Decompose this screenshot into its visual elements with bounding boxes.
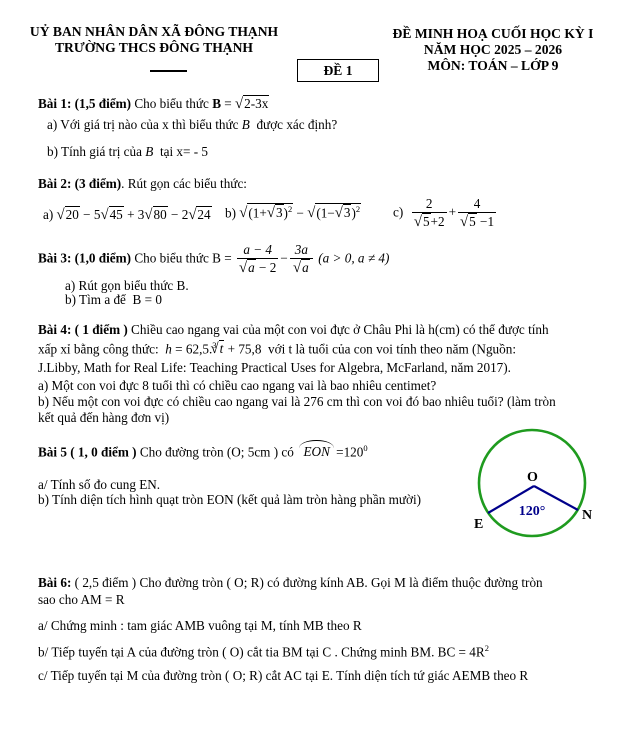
p1-label: Bài 1: (1,5 điểm)	[38, 96, 132, 111]
p4-question-b-line2: kết quả đến hàng đơn vị)	[38, 410, 170, 425]
radical: √ 24	[188, 206, 211, 224]
p6-label: Bài 6:	[38, 575, 72, 590]
degree-exponent: 0	[363, 443, 368, 453]
radical: √ 80	[144, 206, 167, 224]
p1-radicand: 2-3x	[244, 96, 269, 111]
p2-expression-c: c) 2 √ 5+2 + 4 √ 5 −1	[393, 196, 498, 231]
p3-intro: Cho biểu thức B =	[131, 250, 236, 266]
radical	[235, 95, 269, 113]
radical: √ (1+ √ 3)$^2$	[239, 203, 293, 223]
p4-line1: Bài 4: ( 1 điểm ) Chiều cao ngang vai của một con voi đực ở Châu Phi là h(cm) có thể được tính	[38, 322, 549, 337]
radical: √ 3	[267, 204, 284, 222]
header-right-line1: ĐỀ MINH HOẠ CUỐI HỌC KỲ I	[392, 26, 594, 41]
header-right-line2: NĂM HỌC 2025 – 2026	[423, 42, 563, 57]
variable-h: h	[165, 341, 172, 357]
p6-question-b: b/ Tiếp tuyến tại A của đường tròn ( O) cắt tia BM tại C . Chứng minh BM. BC = $4R^2$	[38, 643, 489, 660]
p6-question-c: c/ Tiếp tuyến tại M của đường tròn ( O; R) cắt AC tại E. Tính diện tích tứ giác AEMB theo R	[38, 668, 529, 683]
header-right-line3: MÔN: TOÁN – LỚP 9	[427, 58, 559, 73]
p2-expression-a: a) √ 20 − 5 √ 45 + 3 √ 80 − 2 √ 24	[43, 206, 212, 224]
fraction: 3a √ a	[290, 242, 313, 277]
radical: √ t	[211, 340, 225, 358]
p6-question-a: a/ Chứng minh : tam giác AMB vuông tại M, tính MB theo R	[38, 618, 362, 633]
exponent: 2	[484, 643, 489, 653]
p4-line3: J.Libby, Math for Real Life: Teaching Practical Uses for Algebra, McFarland, năm 2017).	[38, 360, 511, 375]
header-left-line2: TRƯỜNG THCS ĐÔNG THẠNH	[54, 40, 254, 55]
radical: √ 5	[460, 213, 477, 231]
circle-figure	[470, 423, 598, 545]
p2-intro: . Rút gọn các biểu thức:	[121, 176, 247, 191]
label-E: E	[474, 517, 484, 532]
p2-expression-b: b) √ (1+ √ 3)$^2$ − √ (1− √ 3)$^2$	[225, 203, 361, 223]
fraction: 2 √ 5+2	[412, 196, 447, 231]
p5-intro: Cho đường tròn (O; 5cm ) có	[136, 444, 301, 460]
exponent: 2	[355, 204, 361, 214]
radical: √ (1− √ 3)$^2$	[307, 203, 361, 223]
p4-question-a: a) Một con voi đực 8 tuổi thì có chiều cao ngang vai là bao nhiêu centimet?	[38, 378, 437, 393]
radical: √ 3	[335, 204, 352, 222]
fraction: a − 4 √ a − 2	[237, 242, 278, 277]
radical: √ 5	[414, 213, 431, 231]
p4-line2: xấp xỉ bằng công thức: h = 62,5.$^3$ √ t + 75,8 với t là tuổi của con voi tính theo năm (Nguồn:	[38, 340, 516, 358]
exam-code-box: ĐỀ 1	[297, 59, 379, 82]
arc-angle-EON: EON	[300, 444, 332, 460]
p4-question-b-line1: b) Nếu một con voi đực có chiều cao ngang vai là 276 cm thì con voi đó bao nhiêu tuổi? (làm tròn	[38, 394, 556, 409]
p6-line1: Bài 6: ( 2,5 điểm ) Cho đường tròn ( O; R) có đường kính AB. Gọi M là điểm thuộc đường tròn	[38, 575, 543, 590]
header-underline	[150, 70, 187, 72]
p1-question-a: a) Với giá trị nào của x thì biểu thức B được xác định?	[47, 117, 338, 132]
p6-line2: sao cho AM = R	[38, 592, 125, 607]
p5-question-b: b) Tính diện tích hình quạt tròn EON (kết quả làm tròn hàng phần mười)	[38, 492, 422, 507]
fraction: 4 √ 5 −1	[458, 196, 496, 231]
p1-question-b: b) Tính giá trị của B tại x= - 5	[47, 144, 209, 159]
p5-question-a: a/ Tính số đo cung EN.	[38, 477, 161, 492]
p2-heading	[38, 176, 247, 192]
label-N: N	[582, 508, 593, 523]
radical: √ 20	[57, 206, 80, 224]
p3-heading: Bài 3: (1,0 điểm) Cho biểu thức B = a − 4 √ a − 2 − 3a √ a (a > 0, a ≠ 4)	[38, 242, 389, 277]
p3-question-a: a) Rút gọn biểu thức B.	[65, 278, 189, 293]
p5-label: Bài 5 ( 1, 0 điểm )	[38, 444, 137, 460]
radical: √ a	[293, 259, 310, 277]
label-120-degrees: 120°	[518, 504, 546, 519]
label-O: O	[527, 470, 538, 485]
p5-heading: Bài 5 ( 1, 0 điểm ) Cho đường tròn (O; 5cm ) có EON $=120^0$	[38, 443, 368, 460]
header-left	[25, 24, 283, 56]
p4-label: Bài 4: ( 1 điểm )	[38, 322, 128, 337]
header-left-line1: UỶ BAN NHÂN DÂN XÃ ĐÔNG THẠNH	[29, 24, 279, 39]
variable-B: B	[241, 117, 250, 132]
header-right	[360, 26, 626, 74]
p1-formula-lhs: B	[212, 96, 221, 111]
radical: √ 45	[100, 206, 123, 224]
variable-B: B	[145, 144, 154, 159]
p1-heading	[38, 95, 269, 113]
cube-root-index: 3	[212, 340, 217, 350]
p1-equals: =	[220, 96, 236, 111]
exponent: 2	[287, 204, 293, 214]
radical: √ a	[239, 259, 256, 277]
p3-condition: (a > 0, a ≠ 4)	[314, 250, 390, 266]
p2-label: Bài 2: (3 điểm)	[38, 176, 122, 191]
p3-label: Bài 3: (1,0 điểm)	[38, 250, 132, 266]
p3-question-b: b) Tìm a để B = 0	[65, 292, 162, 307]
p1-intro: Cho biểu thức	[131, 96, 213, 111]
